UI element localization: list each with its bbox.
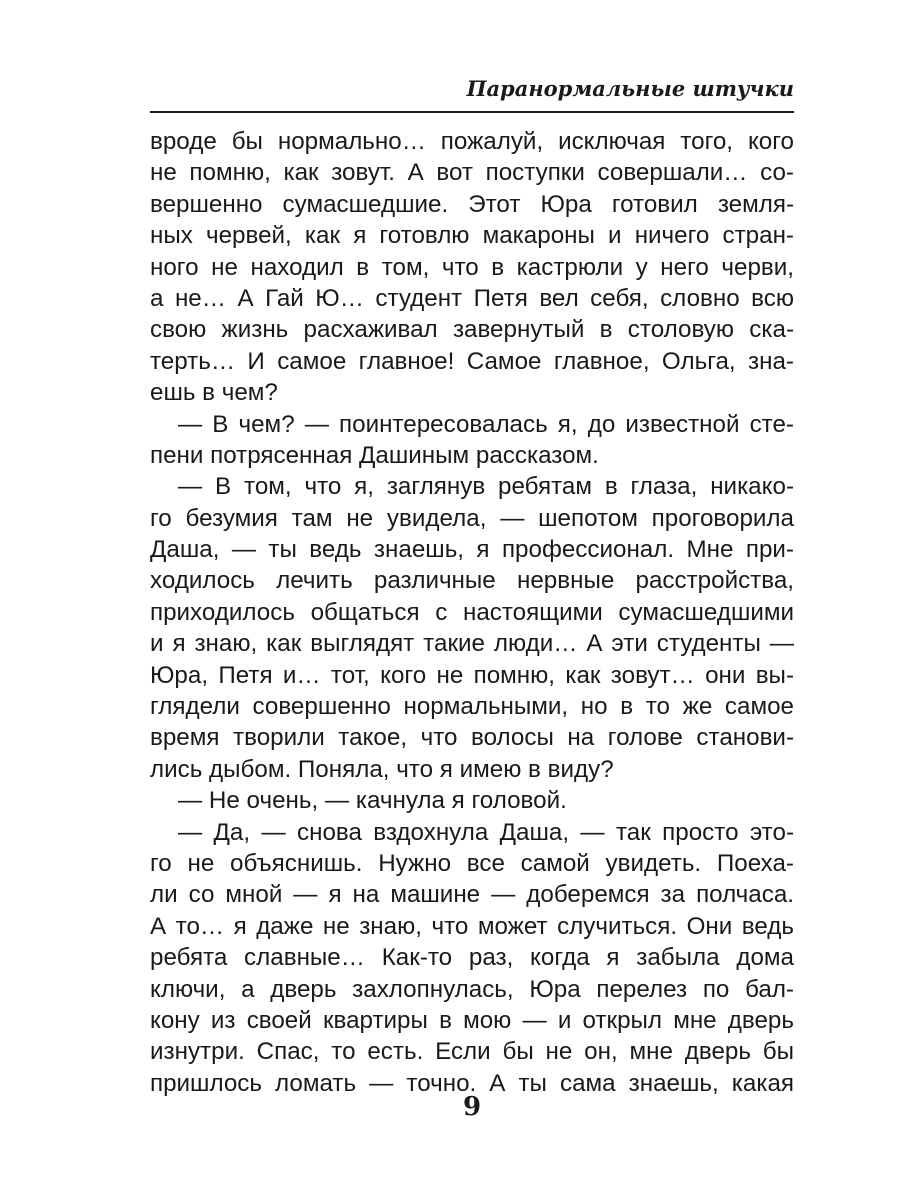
- text-line: ных червей, как я готовлю макароны и ничего стран-: [150, 222, 794, 250]
- text-line: терть… И самое главное! Самое главное, Ольга, зна-: [150, 347, 794, 375]
- text-line: ходилось лечить различные нервные расстройства,: [150, 567, 794, 595]
- text-line: ли со мной — я на машине — доберемся за полчаса.: [150, 881, 794, 909]
- text-line: ного не находил в том, что в кастрюли у него черви,: [150, 253, 794, 281]
- header-rule: [150, 111, 794, 113]
- text-line: пришлось ломать — точно. А ты сама знаешь, какая: [150, 1069, 794, 1097]
- text-line: — Не очень, — качнула я головой.: [178, 787, 567, 815]
- text-line: — В том, что я, заглянув ребятам в глаза, никако-: [178, 473, 794, 501]
- text-line: А то… я даже не знаю, что может случиться. Они ведь: [150, 912, 794, 940]
- text-line: время творили такое, что волосы на голове станови-: [150, 724, 794, 752]
- text-line: ребята славные… Как-то раз, когда я забыла дома: [150, 944, 794, 972]
- text-line: глядели совершенно нормальными, но в то же самое: [150, 693, 794, 721]
- text-line: ключи, а дверь захлопнулась, Юра перелез по бал-: [150, 975, 794, 1003]
- body-text: [150, 126, 794, 1099]
- text-line: приходилось общаться с настоящими сумасшедшими: [150, 598, 794, 626]
- text-line: не помню, как зовут. А вот поступки совершали… со-: [150, 159, 794, 187]
- text-line: лись дыбом. Поняла, что я имею в виду?: [150, 755, 614, 783]
- running-head-title: Паранормальные штучки: [466, 76, 794, 101]
- text-line: и я знаю, как выглядят такие люди… А эти студенты —: [150, 630, 794, 658]
- text-line: вроде бы нормально… пожалуй, исключая того, кого: [150, 128, 794, 155]
- text-line: свою жизнь расхаживал завернутый в столовую ска-: [150, 316, 794, 344]
- text-line: — В чем? — поинтересовалась я, до известной сте-: [178, 410, 794, 438]
- text-line: — Да, — снова вздохнула Даша, — так просто это-: [178, 818, 794, 846]
- text-line: Юра, Петя и… тот, кого не помню, как зовут… они вы-: [150, 661, 794, 689]
- page-number: 9: [462, 1092, 482, 1122]
- text-line: Даша, — ты ведь знаешь, я профессионал. Мне при-: [150, 536, 794, 564]
- text-line: го не объяснишь. Нужно все самой увидеть. Поеха-: [150, 849, 794, 877]
- text-line: пени потрясенная Дашиным рассказом.: [150, 441, 599, 469]
- text-line: а не… А Гай Ю… студент Петя вел себя, словно всю: [150, 284, 794, 312]
- text-line: го безумия там не увидела, — шепотом проговорила: [150, 504, 794, 532]
- text-line: изнутри. Спас, то есть. Если бы не он, мне дверь бы: [150, 1038, 794, 1066]
- text-line: вершенно сумасшедшие. Этот Юра готовил земля-: [150, 190, 794, 218]
- text-line: ешь в чем?: [150, 379, 278, 407]
- text-line: кону из своей квартиры в мою — и открыл мне дверь: [150, 1006, 794, 1034]
